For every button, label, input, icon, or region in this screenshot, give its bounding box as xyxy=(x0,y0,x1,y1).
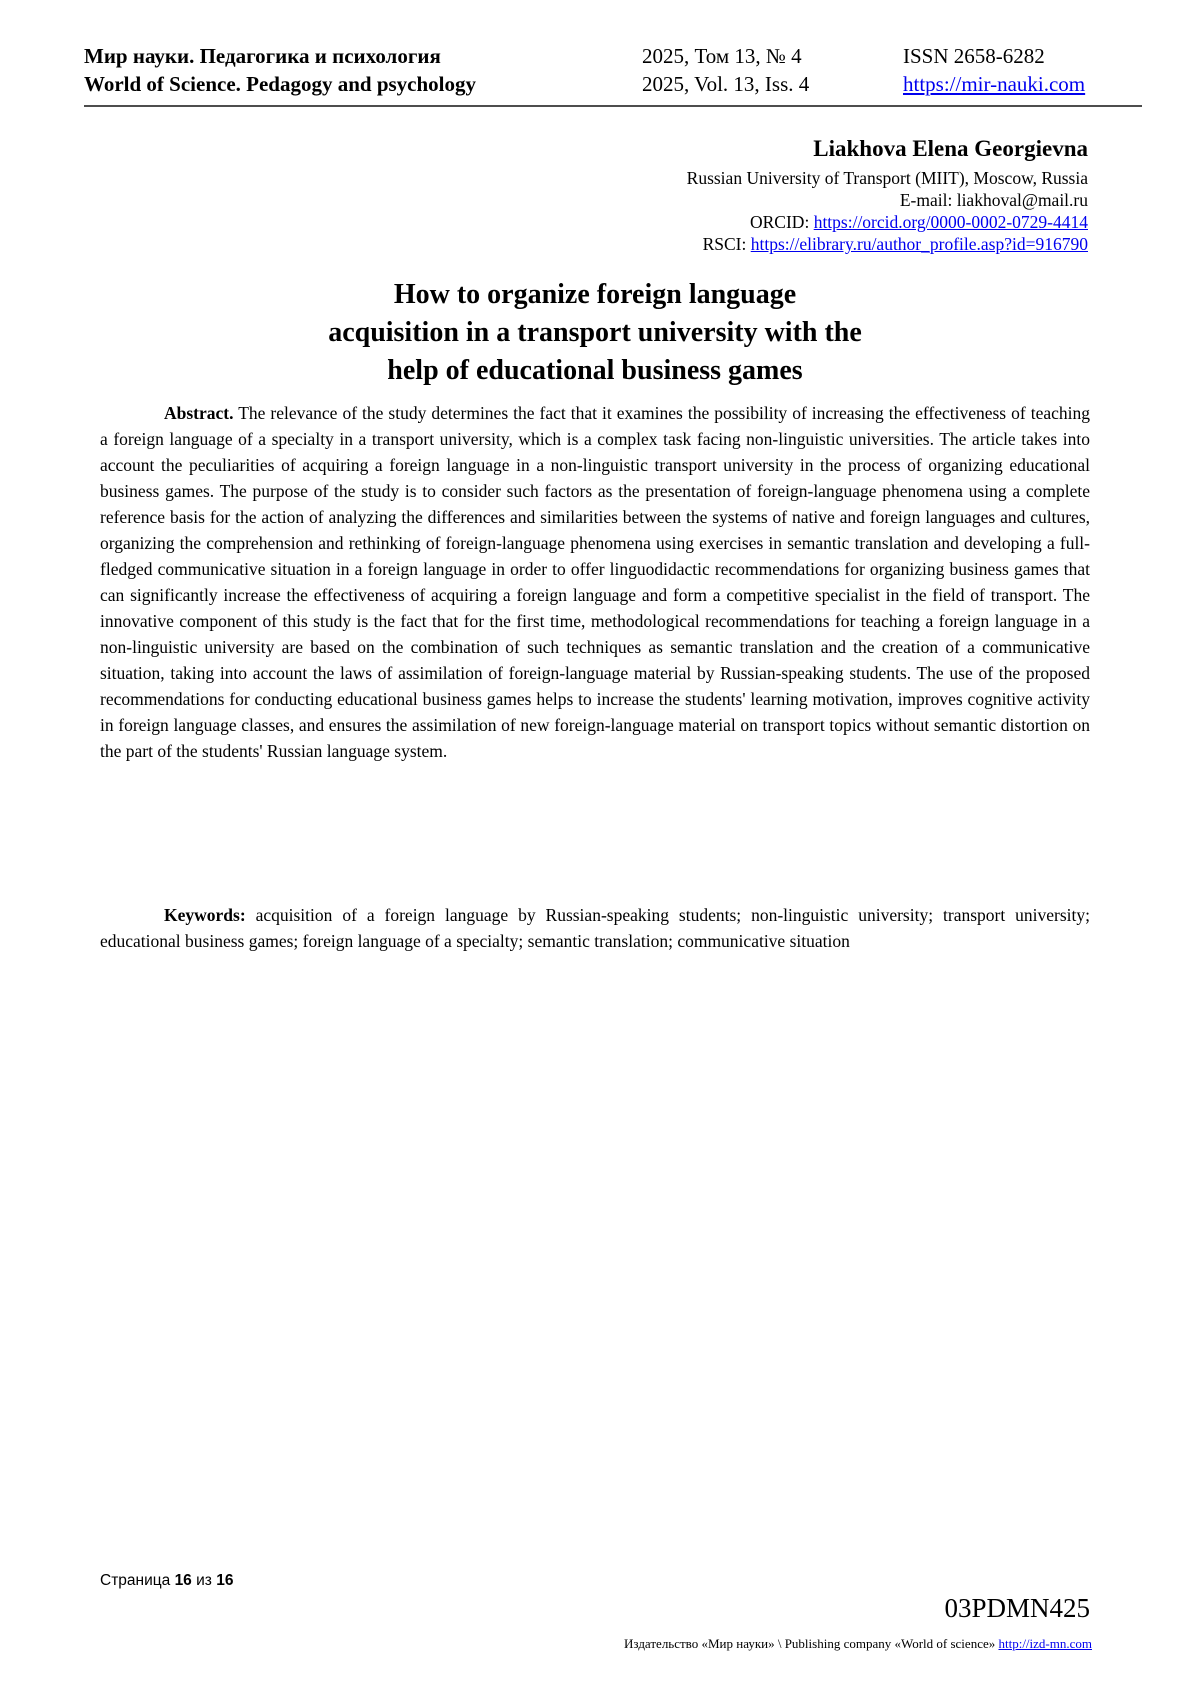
rsci-link[interactable]: https://elibrary.ru/author_profile.asp?id=916790 xyxy=(750,234,1088,254)
author-block xyxy=(687,134,1088,255)
publisher-text: Издательство «Мир науки» \ Publishing company «World of science» xyxy=(624,1636,999,1651)
abstract-paragraph xyxy=(100,400,1090,764)
abstract-section xyxy=(100,400,1090,764)
issue-info-ru: 2025, Том 13, № 4 xyxy=(642,44,802,68)
page-number-label: Страница xyxy=(100,1572,171,1589)
author-name: Liakhova Elena Georgievna xyxy=(813,136,1088,161)
issn-block xyxy=(903,42,1142,98)
keywords-text: acquisition of a foreign language by Russian-speaking students; non-linguistic university; transport university; educational business games; foreign language of a specialty; semantic translation; communicative situation xyxy=(100,905,1090,951)
article-title-line-2: acquisition in a transport university with the xyxy=(328,317,862,348)
author-orcid-line xyxy=(687,211,1088,233)
orcid-label: ORCID: xyxy=(750,212,814,232)
author-rsci-line xyxy=(687,233,1088,255)
journal-title-ru: Мир науки. Педагогика и психология xyxy=(84,44,441,68)
page-number-total: 16 xyxy=(216,1572,234,1589)
journal-title-en: World of Science. Pedagogy and psychology xyxy=(84,72,477,96)
keywords-paragraph xyxy=(100,902,1090,954)
orcid-link[interactable]: https://orcid.org/0000-0002-0729-4414 xyxy=(813,212,1088,232)
rsci-label: RSCI: xyxy=(702,234,751,254)
page-number-line xyxy=(100,1572,233,1590)
article-title xyxy=(100,276,1090,390)
issue-info-en: 2025, Vol. 13, Iss. 4 xyxy=(642,72,810,96)
page-number-current: 16 xyxy=(174,1572,192,1589)
publisher-line xyxy=(624,1636,1092,1652)
keywords-label: Keywords: xyxy=(164,905,246,925)
article-title-line-3: help of educational business games xyxy=(387,355,803,386)
article-id: 03PDMN425 xyxy=(944,1593,1090,1623)
author-email: E-mail: liakhoval@mail.ru xyxy=(899,190,1088,210)
issue-info-block xyxy=(642,42,903,98)
page-number-of-label: из xyxy=(196,1572,212,1589)
journal-title-block xyxy=(84,42,642,98)
journal-site-link[interactable]: https://mir-nauki.com xyxy=(903,72,1086,96)
issn-number: ISSN 2658-6282 xyxy=(903,44,1045,68)
abstract-label: Abstract. xyxy=(164,403,234,423)
page-header xyxy=(84,42,1142,107)
keywords-section xyxy=(100,902,1090,954)
publisher-site-link[interactable]: http://izd-mn.com xyxy=(998,1636,1092,1651)
author-affiliation: Russian University of Transport (MIIT), Moscow, Russia xyxy=(686,168,1088,188)
article-title-line-1: How to organize foreign language xyxy=(393,279,797,310)
abstract-text: The relevance of the study determines the fact that it examines the possibility of increasing the effectiveness of teaching a foreign language of a specialty in a transport university, which is a complex task facing non-linguistic universities. The article takes into account the peculiarities of acquiring a foreign language in a non-linguistic transport university in the process of organizing educational business games. The purpose of the study is to consider such factors as the presentation of foreign-language phenomena using a complete reference basis for the action of analyzing the differences and similarities between the systems of native and foreign languages and cultures, organizing the comprehension and rethinking of foreign-language phenomena using exercises in semantic translation and developing a full-fledged communicative situation in a foreign language in order to offer linguodidactic recommendations for organizing business games that can significantly increase the effectiveness of acquiring a foreign language and form a competitive specialist in the field of transport. The innovative component of this study is the fact that for the first time, methodological recommendations for teaching a foreign language in a non-linguistic university are based on the combination of such techniques as semantic translation and the creation of a communicative situation, taking into account the laws of assimilation of foreign-language material by Russian-speaking students. The use of the proposed recommendations for conducting educational business games helps to increase the students' learning motivation, improves cognitive activity in foreign language classes, and ensures the assimilation of new foreign-language material on transport topics without semantic distortion on the part of the students' Russian language system. xyxy=(100,403,1090,761)
